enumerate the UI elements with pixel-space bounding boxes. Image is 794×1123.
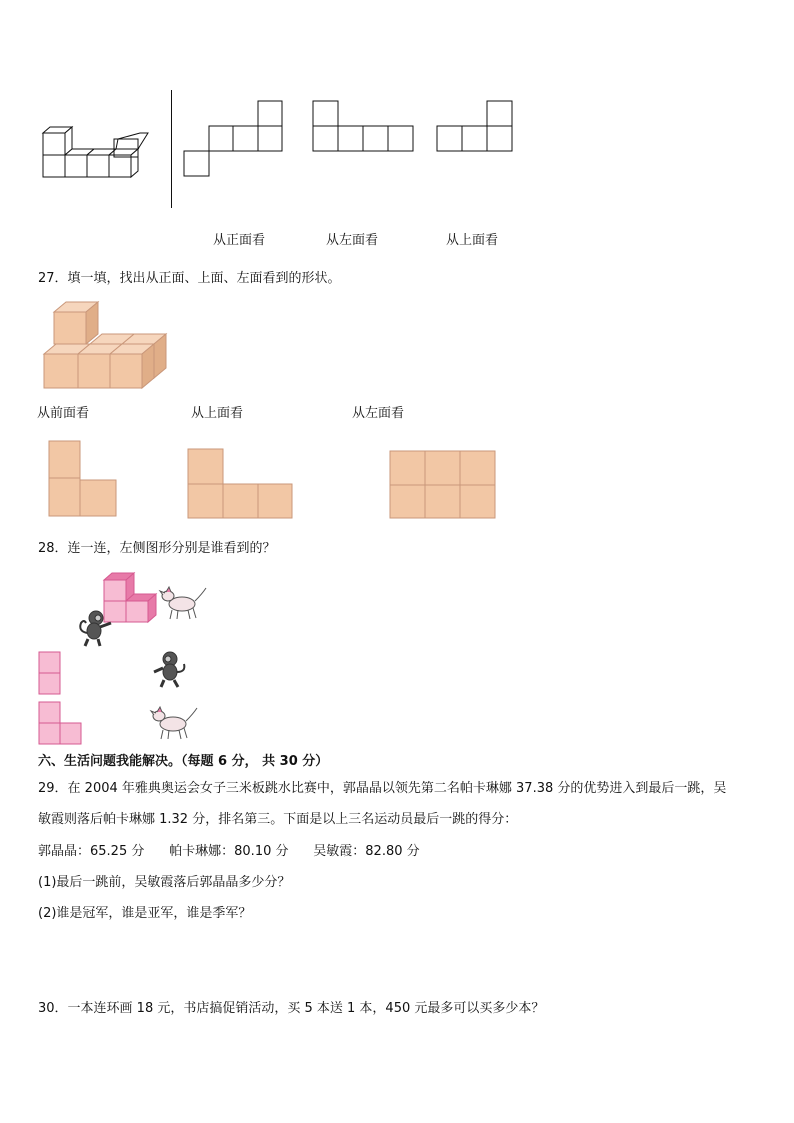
q28-view-b xyxy=(38,701,84,745)
q29-sub2: (2)谁是冠军，谁是亚军，谁是季军？ xyxy=(38,906,252,921)
q27-prompt: 27．填一填，找出从正面、上面、左面看到的形状。 xyxy=(38,271,341,286)
dog-icon xyxy=(151,706,199,740)
monkey-icon xyxy=(152,650,188,688)
q29-sub1: (1)最后一跳前，吴敏霞落后郭晶晶多少分？ xyxy=(38,875,291,890)
q27-left-view xyxy=(389,450,497,520)
q26-view-shape-2 xyxy=(312,101,414,153)
q27-label-front: 从前面看 xyxy=(37,406,90,421)
divider-line xyxy=(171,90,172,208)
q27-front-view xyxy=(48,440,118,518)
q27-label-top: 从上面看 xyxy=(191,406,244,421)
q27-label-left: 从左面看 xyxy=(352,406,405,421)
view-label-front: 从正面看 xyxy=(213,233,266,248)
monkey-icon xyxy=(78,609,114,647)
q26-view-shape-3 xyxy=(436,101,514,153)
q29-scores: 郭晶晶：65.25 分 帕卡琳娜：80.10 分 吴敏霞：82.80 分 xyxy=(38,844,420,859)
q29-line2: 敏霞则落后帕卡琳娜 1.32 分，排名第三。下面是以上三名运动员最后一跳的得分： xyxy=(38,812,518,827)
view-label-left: 从左面看 xyxy=(326,233,379,248)
q26-view-shape-1 xyxy=(183,101,283,177)
q27-top-view xyxy=(187,448,293,520)
q26-solid-figure xyxy=(40,125,155,180)
q28-view-a xyxy=(38,651,62,695)
q28-prompt: 28．连一连，左侧图形分别是谁看到的？ xyxy=(38,541,276,556)
q27-cube-stack xyxy=(44,300,170,392)
q30-text: 30．一本连环画 18 元，书店搞促销活动，买 5 本送 1 本，450 元最多可以买多少本？ xyxy=(38,1001,545,1016)
q29-line1: 29．在 2004 年雅典奥运会女子三米板跳水比赛中，郭晶晶以领先第二名帕卡琳娜 37.38 分的优势进入到最后一跳，吴 xyxy=(38,781,727,796)
section-heading: 六、生活问题我能解决。（每题 6 分， 共 30 分） xyxy=(38,754,329,769)
view-label-top: 从上面看 xyxy=(446,233,499,248)
dog-icon xyxy=(160,586,208,620)
